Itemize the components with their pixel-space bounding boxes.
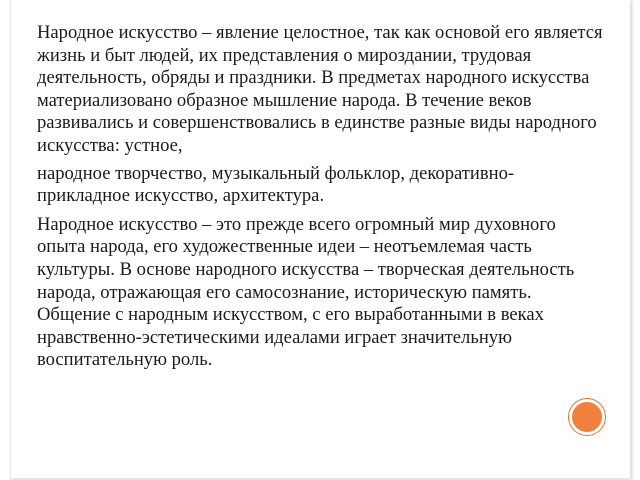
orange-circle-icon — [569, 399, 605, 435]
paragraph-2: народное творчество, музыкальный фольклор, декоративно-прикладное искусство, архитектура. — [37, 162, 515, 207]
paragraph-1: Народное искусство – явление целостное, так как основой его является жизнь и быт людей, их представления о мироздании, трудовая деятельность, обряды и праздники. В предметах народного искусства материализовано образное мышление народа. В течение веков развивались и совершенствовались в единстве разные виды народного искусства: устное, — [37, 22, 603, 156]
paragraph-3: Народное искусство – это прежде всего огромный мир духовного опыта народа, его художественные идеи – неотъемлемая часть культуры. В основе народного искусства – творческая деятельность народа, отражающая его самосознание, историческую память. Общение с народным искусством, с его выработанными в веках нравственно-эстетическими идеалами играет значительную воспитательную роль. — [37, 213, 575, 371]
slide-text-body — [37, 22, 607, 372]
